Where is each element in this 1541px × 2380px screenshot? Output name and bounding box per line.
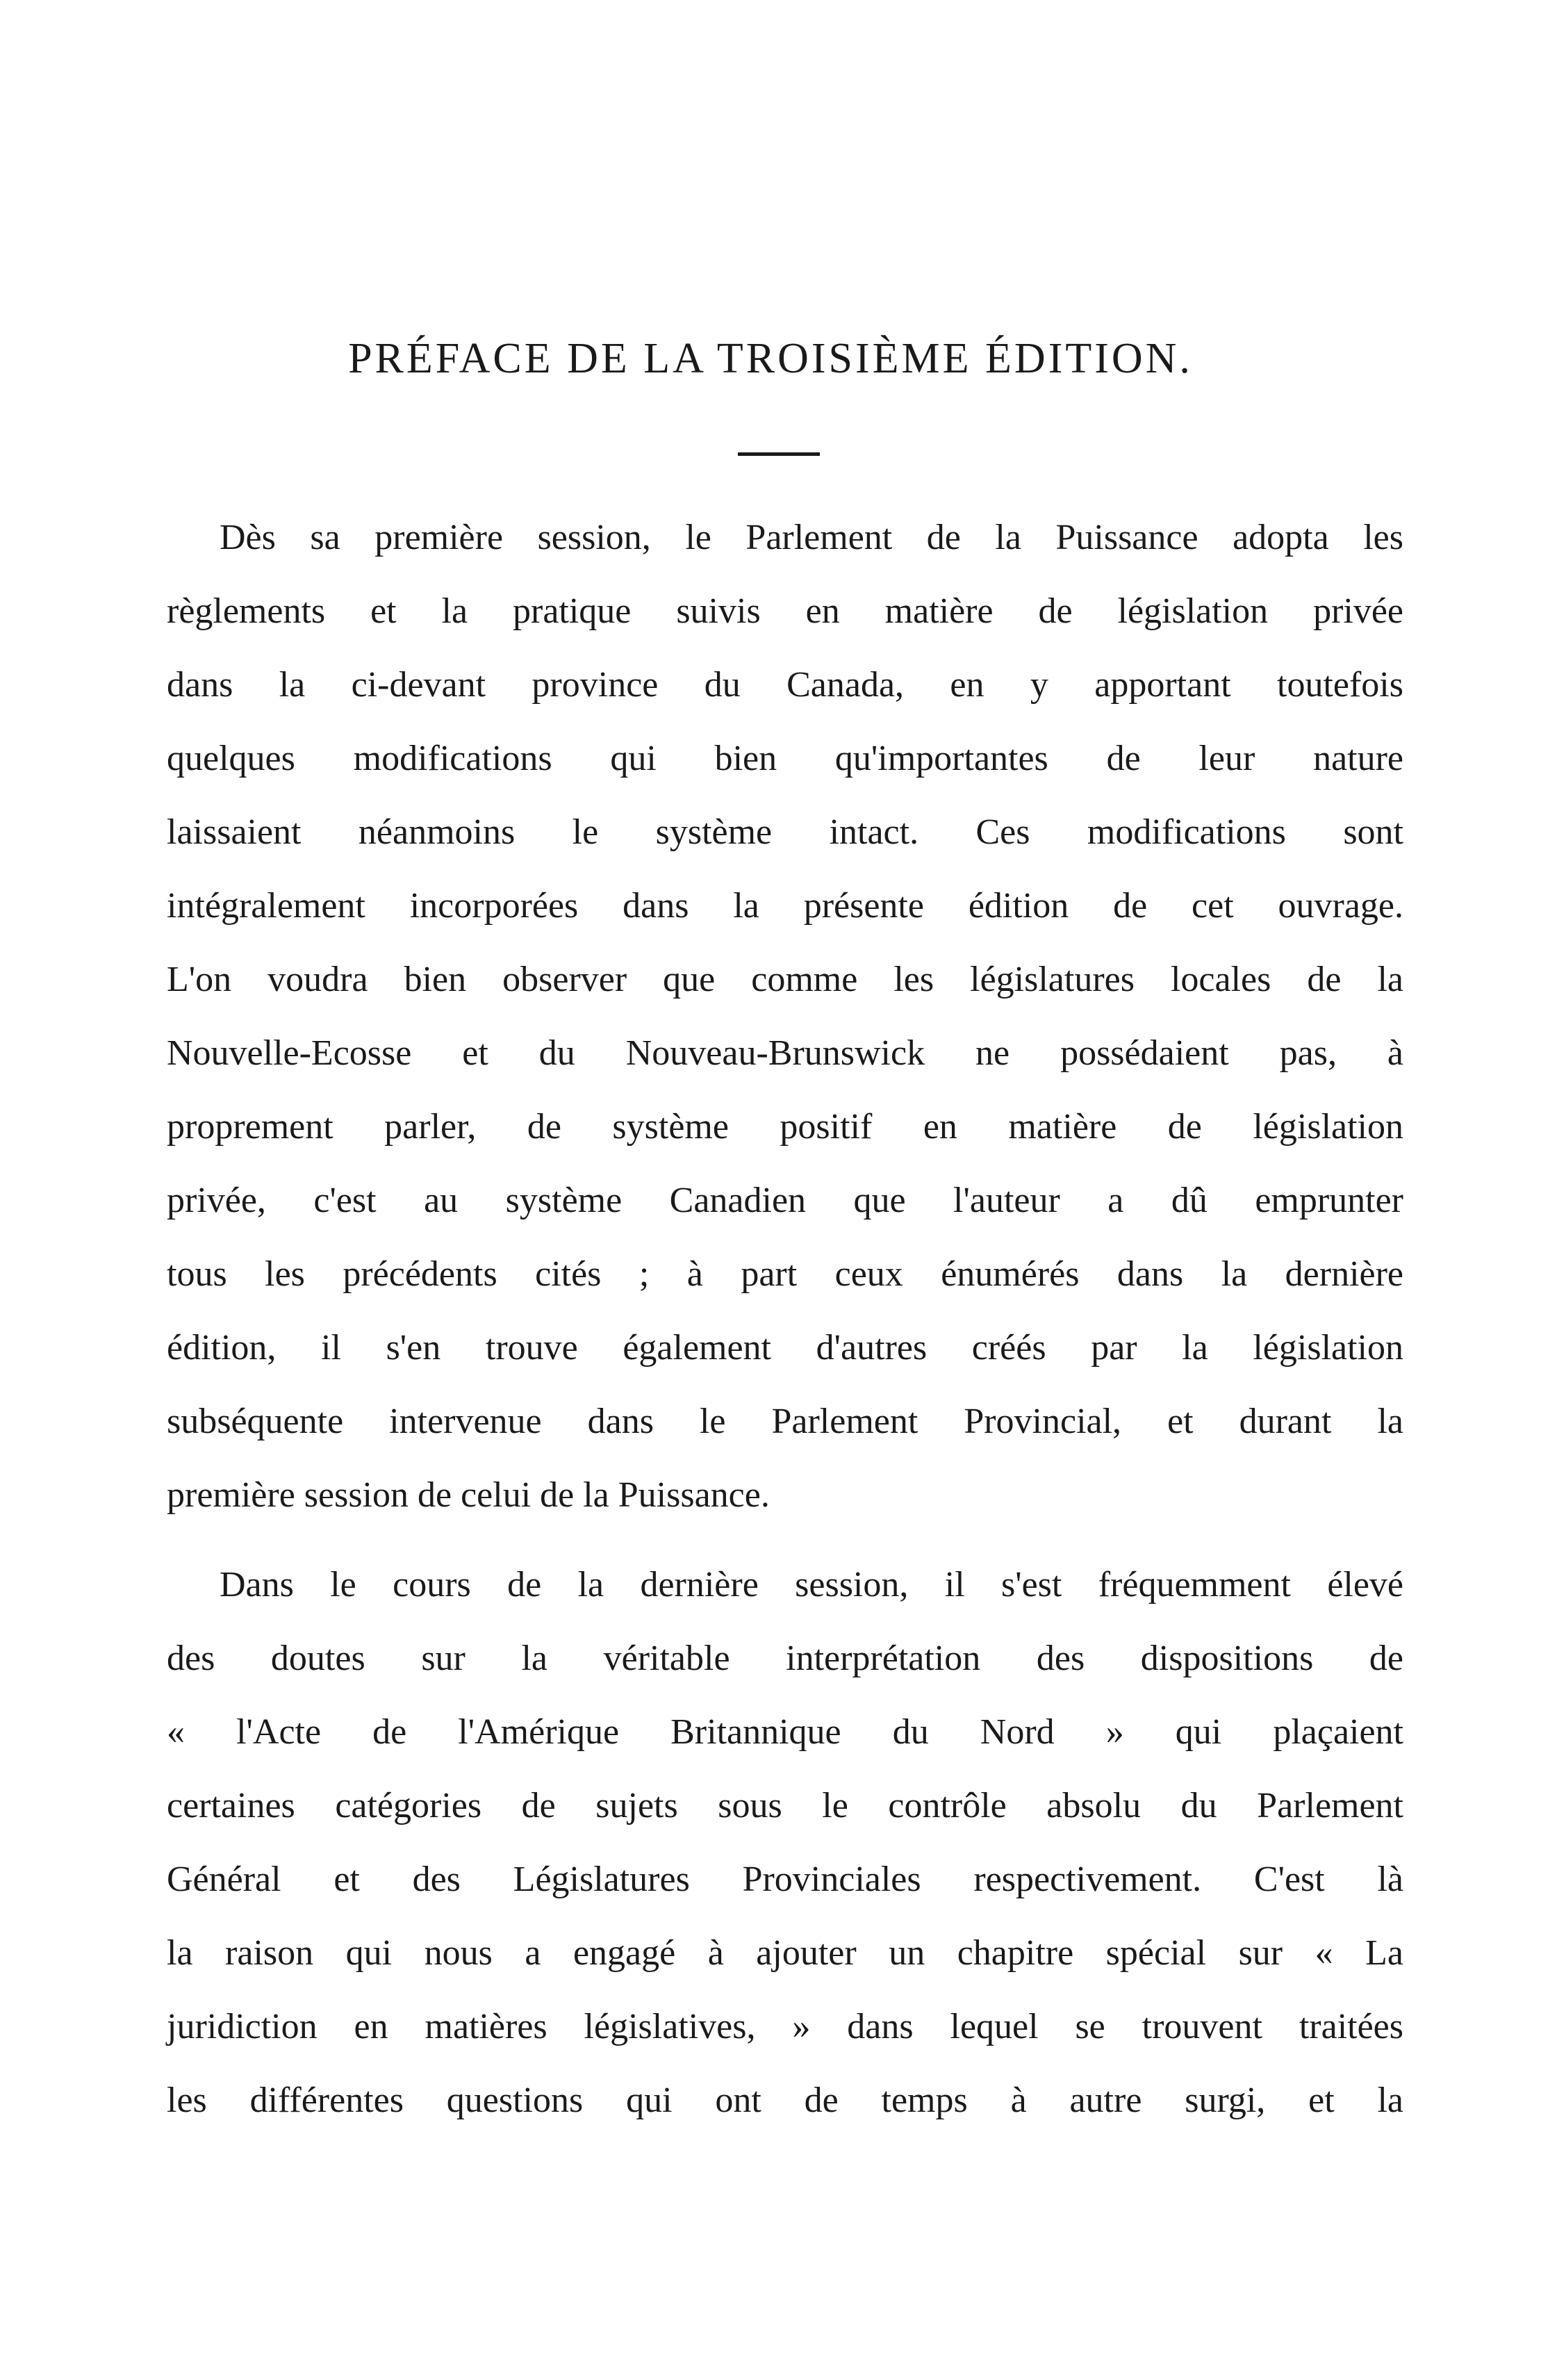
text-line: tous les précédents cités ; à part ceux énumérés dans la dernière xyxy=(167,1254,1403,1294)
text-line: privée, c'est au système Canadien que l'auteur a dû emprunter xyxy=(167,1181,1403,1220)
paragraph-2 xyxy=(167,1548,1403,2137)
text-line: L'on voudra bien observer que comme les législatures locales de la xyxy=(167,960,1403,999)
text-line: première session de celui de la Puissance. xyxy=(167,1475,770,1515)
text-line: règlements et la pratique suivis en matière de législation privée xyxy=(167,591,1403,631)
page-title: PRÉFACE DE LA TROISIÈME ÉDITION. xyxy=(348,335,1193,382)
text-line: subséquente intervenue dans le Parlement Provincial, et durant la xyxy=(167,1402,1403,1441)
text-line: les différentes questions qui ont de temps à autre surgi, et la xyxy=(167,2081,1403,2120)
text-line: Dès sa première session, le Parlement de la Puissance adopta les xyxy=(220,518,1403,557)
text-line: Dans le cours de la dernière session, il s'est fréquemment élevé xyxy=(220,1565,1403,1605)
paragraph-1 xyxy=(167,501,1403,1532)
text-line: édition, il s'en trouve également d'autres créés par la législation xyxy=(167,1328,1403,1368)
text-line: « l'Acte de l'Amérique Britannique du Nord » qui plaçaient xyxy=(167,1712,1403,1752)
text-line: Général et des Législatures Provinciales respectivement. C'est là xyxy=(167,1860,1403,1899)
text-line: laissaient néanmoins le système intact. Ces modifications sont xyxy=(167,812,1403,852)
text-line: intégralement incorporées dans la présente édition de cet ouvrage. xyxy=(167,886,1403,926)
text-line: des doutes sur la véritable interprétation des dispositions de xyxy=(167,1639,1403,1678)
text-line: Nouvelle-Ecosse et du Nouveau-Brunswick ne possédaient pas, à xyxy=(167,1033,1403,1073)
text-line: proprement parler, de système positif en matière de législation xyxy=(167,1107,1403,1147)
title-divider xyxy=(738,452,820,456)
text-line: la raison qui nous a engagé à ajouter un chapitre spécial sur « La xyxy=(167,1933,1403,1973)
text-line: juridiction en matières législatives, » dans lequel se trouvent traitées xyxy=(167,2007,1403,2046)
text-line: dans la ci-devant province du Canada, en y apportant toutefois xyxy=(167,665,1403,705)
text-line: certaines catégories de sujets sous le contrôle absolu du Parlement xyxy=(167,1786,1403,1825)
text-line: quelques modifications qui bien qu'importantes de leur nature xyxy=(167,739,1403,778)
